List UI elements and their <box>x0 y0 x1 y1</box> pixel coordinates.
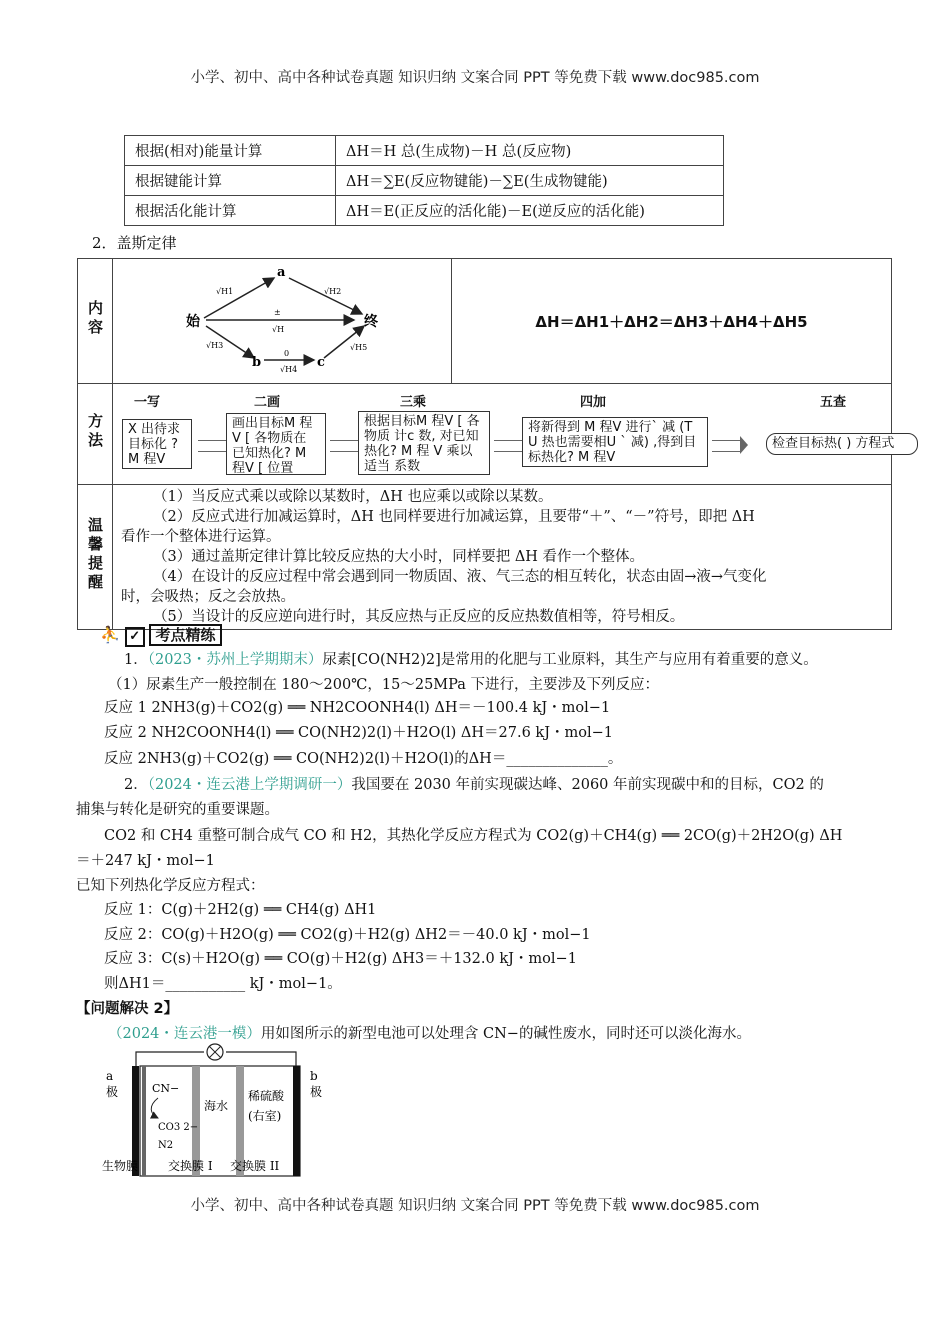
arrow-icon <box>712 440 740 452</box>
problem2-title: 【问题解决 2】 <box>76 1001 179 1017</box>
label-h4: √H4 <box>280 365 298 374</box>
table-row: 根据键能计算 ΔH＝∑E(反应物键能)－∑E(生成物键能) <box>125 166 724 196</box>
q2-ask: 则ΔH1＝___________ kJ・mol−1。 <box>104 976 342 992</box>
label-h: √H <box>272 325 285 334</box>
hess-cycle-diagram <box>114 260 450 382</box>
label-method: 方法 <box>78 384 113 485</box>
bio-membrane <box>142 1066 146 1176</box>
step-1-box: X 出待求 目标化 ? M 程V <box>122 419 192 469</box>
table-row: 根据(相对)能量计算 ΔH＝H 总(生成物)－H 总(反应物) <box>125 136 724 166</box>
arrow-icon <box>330 440 358 452</box>
q1-reaction-1: 反应 1 2NH3(g)＋CO2(g) ══ NH2COONH4(l) ΔH＝－100.4 kJ・mol−1 <box>104 700 611 716</box>
svg-text:a: a <box>106 1069 114 1083</box>
arrow-icon <box>494 440 522 452</box>
q2-stem: 2．（2024・连云港上学期调研一）我国要在 2030 年前实现碳达峰、2060 年前实现碳中和的目标，CO2 的 <box>124 777 824 793</box>
runner-icon: ⛹ <box>100 625 120 644</box>
label-content: 内容 <box>78 259 113 384</box>
node-b: b <box>252 355 262 370</box>
svg-text:N2: N2 <box>158 1140 174 1151</box>
step-2-title: 二画 <box>254 395 281 410</box>
section-title-hess: 2．盖斯定律 <box>92 234 177 252</box>
node-a: a <box>277 265 286 280</box>
svg-text:极: 极 <box>106 1085 119 1099</box>
q1-reaction-3: 反应 2NH3(g)＋CO2(g) ══ CO(NH2)2(l)＋H2O(l)的ΔH＝______________。 <box>104 751 623 767</box>
label-pm: ± <box>274 308 281 317</box>
q2-stem-2: 捕集与转化是研究的重要课题。 <box>76 802 279 818</box>
step-3-title: 三乘 <box>400 395 427 410</box>
step-1-title: 一写 <box>134 395 161 410</box>
hess-law-table <box>77 258 895 630</box>
svg-text:CO3 2−: CO3 2− <box>158 1122 199 1133</box>
q1-sub: （1）尿素生产一般控制在 180～200℃，15～25MPa 下进行，主要涉及下列反应： <box>108 677 660 693</box>
hess-formula: ΔH＝ΔH1＋ΔH2＝ΔH3＋ΔH4＋ΔH5 <box>535 312 808 331</box>
tips-cell: （1）当反应式乘以或除以某数时，ΔH 也应乘以或除以某数。 （2）反应式进行加减运算时，ΔH 也同样要进行加减运算，且要带“＋”、“－”符号，即把 ΔH 看作一个整体进行运算。 （3）通过盖斯定律计算比较反应热的大小时，同样要把 ΔH 看作一个整体。 （4）在设计的反应过程中常会遇到同一物质固、液、气三态的相互转化，状态由固→液→气变化 时，会吸热；反之会放热。 （5）当设计的反应逆向进行时，其反应热与正反应的反应热数值相等，符号相反。 <box>113 485 892 630</box>
problem2-stem: （2024・连云港一模）用如图所示的新型电池可以处理含 CN−的碱性废水，同时还可以淡化海水。 <box>108 1026 751 1042</box>
hess-diagram-cell <box>113 259 452 384</box>
check-icon: ✓ <box>125 627 145 647</box>
q1-reaction-2: 反应 2 NH2COONH4(l) ══ CO(NH2)2(l)＋H2O(l) ΔH＝27.6 kJ・mol−1 <box>104 725 614 741</box>
label-h5: √H5 <box>350 343 368 352</box>
battery-diagram <box>96 1040 336 1180</box>
step-4-title: 四加 <box>580 395 607 410</box>
svg-text:CN−: CN− <box>152 1082 180 1095</box>
step-4-box: 将新得到 M 程V 进行` 减 (T U 热也需要相U ` 减) ,得到目标热化? M 程V <box>522 417 708 467</box>
svg-text:b: b <box>310 1069 318 1083</box>
electrode-b <box>293 1066 300 1176</box>
svg-text:(右室): (右室) <box>248 1109 282 1123</box>
label-zero: 0 <box>284 349 290 358</box>
page-footer: 小学、初中、高中各种试卷真题 知识归纳 文案合同 PPT 等免费下载 www.doc985.com <box>190 1198 760 1214</box>
step-2-box: 画出目标M 程 V [ 各物质在 已知热化? M 程V [ 位置 <box>226 413 326 475</box>
q2-known-3: 反应 3：C(s)＋H2O(g) ══ CO(g)＋H2(g) ΔH3＝＋132.0 kJ・mol−1 <box>104 951 577 967</box>
method-steps-cell <box>113 384 895 485</box>
calc-method-table <box>124 135 724 226</box>
step-5-title: 五查 <box>820 395 847 410</box>
step-5-box: 检查目标热( ) 方程式 <box>766 433 918 455</box>
q2-stem-3: CO2 和 CH4 重整可制合成气 CO 和 H2，其热化学反应方程式为 CO2(g)＋CH4(g) ══ 2CO(g)＋2H2O(g) ΔH <box>104 828 843 844</box>
hess-formula-cell <box>452 259 892 384</box>
svg-text:交换膜 II: 交换膜 II <box>230 1159 280 1173</box>
svg-text:交换膜 I: 交换膜 I <box>168 1159 213 1173</box>
node-c: c <box>317 355 325 370</box>
start-node: 始 <box>186 314 200 330</box>
q2-known: 已知下列热化学反应方程式： <box>76 878 265 894</box>
label-h2: √H2 <box>324 287 342 296</box>
practice-title: 考点精练 <box>149 624 221 646</box>
arrow-icon <box>198 440 226 452</box>
practice-header <box>100 624 222 647</box>
label-h3: √H3 <box>206 341 224 350</box>
step-3-box: 根据目标M 程V [ 各物质 计c 数, 对已知热化? M 程 V 乘以适当 系数 <box>358 411 490 475</box>
q1-stem: 1．（2023・苏州上学期期末）尿素[CO(NH2)2]是常用的化肥与工业原料，其生产与应用有着重要的意义。 <box>124 652 818 668</box>
label-h1: √H1 <box>216 287 234 296</box>
q2-stem-4: ＝＋247 kJ・mol−1 <box>76 853 215 869</box>
end-node: 终 <box>364 314 378 330</box>
svg-text:海水: 海水 <box>204 1099 229 1113</box>
page-header: 小学、初中、高中各种试卷真题 知识归纳 文案合同 PPT 等免费下载 www.doc985.com <box>190 70 760 86</box>
table-row: 根据活化能计算 ΔH＝E(正反应的活化能)－E(逆反应的活化能) <box>125 196 724 226</box>
q2-known-1: 反应 1：C(g)＋2H2(g) ══ CH4(g) ΔH1 <box>104 902 377 918</box>
label-tips: 温馨提醒 <box>78 485 113 630</box>
svg-text:极: 极 <box>310 1085 323 1099</box>
q2-known-2: 反应 2：CO(g)＋H2O(g) ══ CO2(g)＋H2(g) ΔH2＝－40.0 kJ・mol−1 <box>104 927 591 943</box>
svg-text:稀硫酸: 稀硫酸 <box>248 1089 285 1103</box>
svg-text:生物膜: 生物膜 <box>102 1159 139 1173</box>
